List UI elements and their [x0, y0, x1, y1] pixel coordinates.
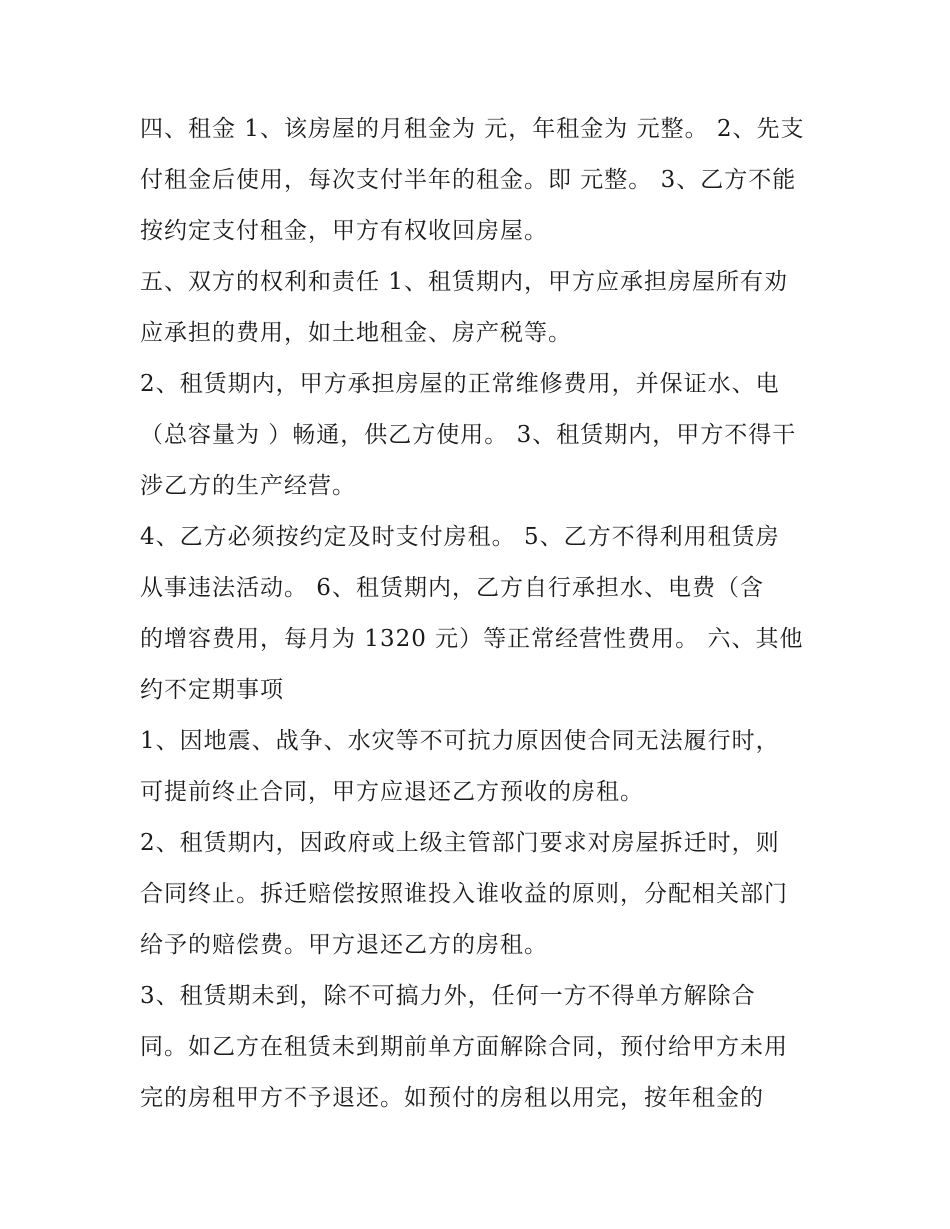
text-line: （总容量为 ）畅通，供乙方使用。 3、租赁期内，甲方不得干 [140, 422, 797, 448]
text-line: 从事违法活动。 6、租赁期内，乙方自行承担水、电费（含 [140, 575, 764, 601]
text-line: 合同终止。拆迁赔偿按照谁投入谁收益的原则，分配相关部门 [140, 881, 788, 907]
text-line: 2、租赁期内，因政府或上级主管部门要求对房屋拆迁时，则 [140, 830, 780, 856]
text-line: 应承担的费用，如土地租金、房产税等。 [140, 320, 572, 346]
text-line: 约不定期事项 [140, 677, 284, 703]
text-line: 按约定支付租金，甲方有权收回房屋。 [140, 218, 548, 244]
text-line: 可提前终止合同，甲方应退还乙方预收的房租。 [140, 779, 644, 805]
text-line: 给予的赔偿费。甲方退还乙方的房租。 [140, 932, 548, 958]
text-line: 同。如乙方在租赁未到期前单方面解除合同，预付给甲方未用 [140, 1034, 788, 1060]
text-line: 4、乙方必须按约定及时支付房租。 5、乙方不得利用租赁房 [140, 524, 780, 550]
contract-text-body [140, 110, 840, 1130]
text-line: 2、租赁期内，甲方承担房屋的正常维修费用，并保证水、电 [140, 371, 780, 397]
text-line: 涉乙方的生产经营。 [140, 473, 356, 499]
text-line: 五、双方的权利和责任 1、租赁期内，甲方应承担房屋所有劝 [140, 269, 788, 295]
text-line: 付租金后使用，每次支付半年的租金。即 元整。 3、乙方不能 [140, 167, 797, 193]
text-line: 1、因地震、战争、水灾等不可抗力原因使合同无法履行时， [140, 728, 780, 754]
text-line: 3、租赁期未到，除不可搞力外，任何一方不得单方解除合 [140, 983, 756, 1009]
text-line: 四、租金 1、该房屋的月租金为 元，年租金为 元整。 2、先支 [140, 116, 805, 142]
text-line: 完的房租甲方不予退还。如预付的房租以用完，按年租金的 [140, 1085, 764, 1111]
text-line: 的增容费用，每月为 1320 元）等正常经营性费用。 六、其他 [140, 626, 804, 652]
